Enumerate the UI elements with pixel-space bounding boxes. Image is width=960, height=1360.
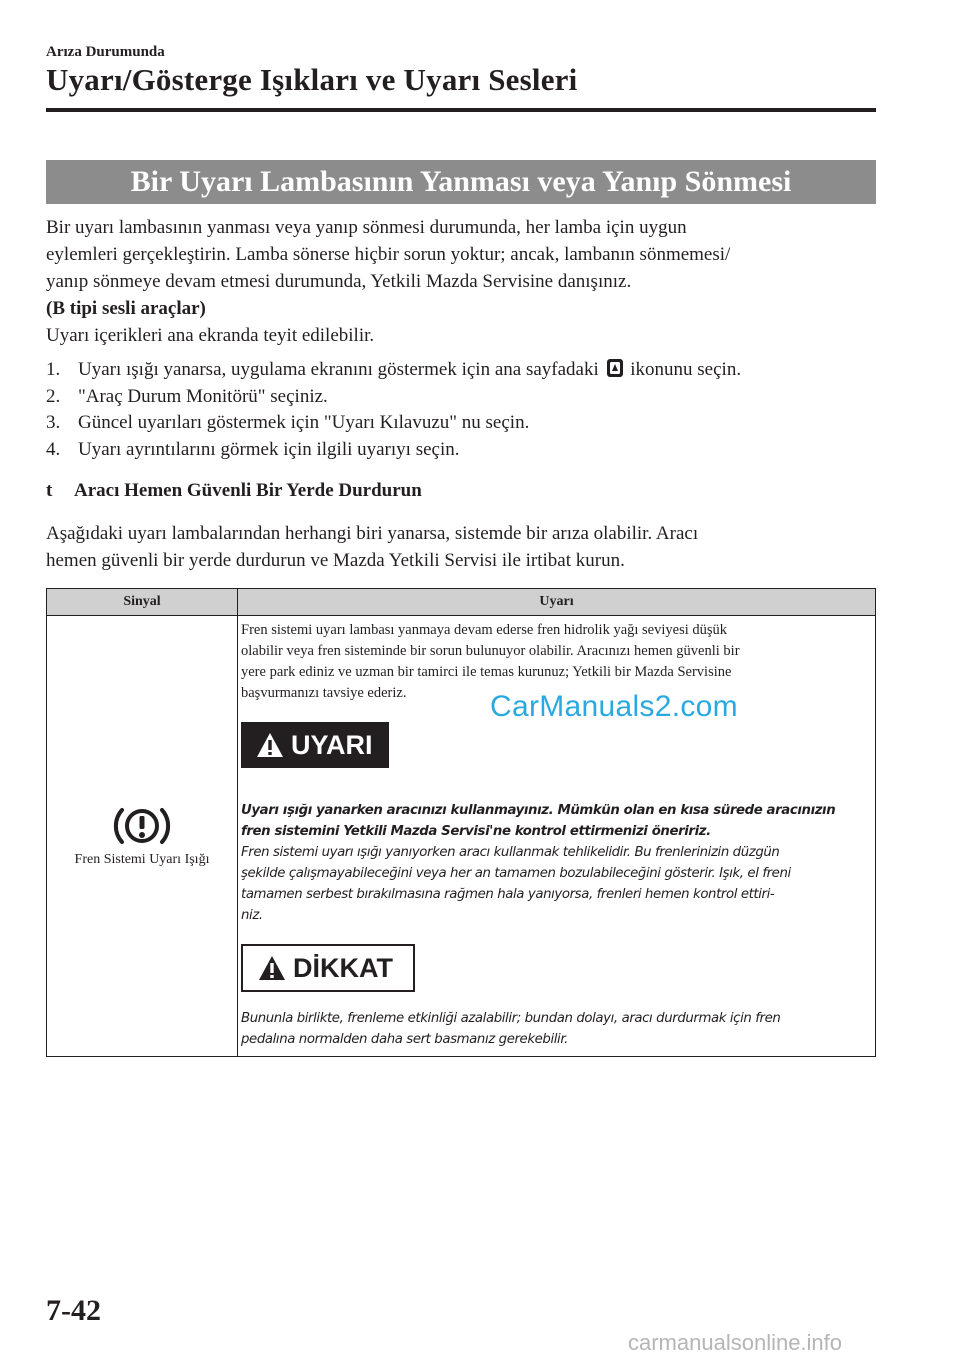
warning-line: şekilde çalışmayabileceğini veya her an tamamen bozulabileceğini gösterir. Işık, el freni [241,866,791,881]
step-number: 1. [46,359,61,380]
brake-warning-icon [113,804,171,848]
section-label: Arıza Durumunda [46,44,165,60]
step-item [46,384,876,411]
step-text: "Araç Durum Monitörü" seçiniz. [78,385,328,407]
caution-badge [241,944,415,992]
warning-badge-label: UYARI [291,729,373,760]
step-number: 3. [46,412,61,433]
description-line: başvurmanızı tavsiye ederiz. [241,685,407,701]
warning-line: Fren sistemi uyarı ışığı yanıyorken aracı kullanmak tehlikelidir. Bu frenlerinizin düzgün [241,845,780,860]
warning-light-table [46,588,876,1057]
subsection-text [46,520,876,574]
warning-line: niz. [241,908,263,923]
watermark: CarManuals2.com [490,690,738,723]
column-header-signal: Sinyal [47,589,238,616]
intro-text [46,214,876,349]
footer-watermark: carmanualsonline.info [628,1330,843,1355]
subsection-heading [46,480,422,502]
step-text-before: Uyarı ışığı yanarsa, uygulama ekranını göstermek için ana sayfadaki [78,359,599,380]
warning-badge [241,722,389,768]
table-row [47,616,876,1057]
section-banner: Bir Uyarı Lambasının Yanması veya Yanıp Sönmesi [46,160,876,204]
subsection-line: hemen güvenli bir yerde durdurun ve Mazda Yetkili Servisi ile irtibat kurun. [46,550,625,571]
step-item [46,357,876,384]
header-rule [46,108,876,112]
audio-type-note: (B tipi sesli araçlar) [46,298,206,319]
description-line: olabilir veya fren sisteminde bir sorun bulunuyor olabilir. Aracınızı hemen güvenli bir [241,643,740,659]
signal-caption: Fren Sistemi Uyarı Işığı [74,852,210,867]
step-text: Güncel uyarıları göstermek için "Uyarı Kılavuzu" nu seçin. [78,412,530,433]
subheading-text: Aracı Hemen Güvenli Bir Yerde Durdurun [74,480,422,501]
caution-line: pedalına normalden daha sert basmanız gerekebilir. [241,1032,568,1047]
warning-cell [238,616,876,1057]
step-text [78,357,741,384]
step-number: 2. [46,385,61,407]
vehicle-status-app-icon [606,358,624,378]
step-text: Uyarı ayrıntılarını görmek için ilgili uyarıyı seçin. [78,438,460,460]
column-header-warning: Uyarı [238,589,876,616]
intro-line: yanıp sönmeye devam etmesi durumunda, Yetkili Mazda Servisine danışınız. [46,271,632,292]
intro-line: Bir uyarı lambasının yanması veya yanıp sönmesi durumunda, her lamba için uygun [46,217,687,238]
caution-badge-label: DİKKAT [293,952,393,983]
signal-cell [47,616,238,1057]
step-number: 4. [46,438,61,460]
steps-list [46,357,876,463]
warning-bold-line: Uyarı ışığı yanarken aracınızı kullanmayınız. Mümkün olan en kısa sürede aracınızın [241,803,836,818]
subheading-bullet: t [46,480,53,501]
chapter-title: Uyarı/Gösterge Işıkları ve Uyarı Sesleri [46,62,578,97]
intro-line: eylemleri gerçekleştirin. Lamba sönerse hiçbir sorun yoktur; ancak, lambanın sönmemesi/ [46,244,731,265]
caution-triangle-icon [257,954,287,982]
caution-line: Bununla birlikte, frenleme etkinliği azalabilir; bundan dolayı, aracı durdurmak için fren [241,1011,781,1026]
caution-body [241,1008,871,1050]
warning-triangle-icon [255,731,285,759]
step-text-after: ikonunu seçin. [630,359,742,380]
warning-line: tamamen serbest bırakılmasına rağmen hala yanıyorsa, frenleri hemen kontrol ettiri- [241,887,775,902]
warning-body [241,800,871,926]
step-item [46,410,876,437]
subsection-line: Aşağıdaki uyarı lambalarından herhangi biri yanarsa, sistemde bir arıza olabilir. Aracı [46,523,699,544]
page-number: 7-42 [46,1294,101,1327]
warning-bold-line: fren sistemini Yetkili Mazda Servisi'ne kontrol ettirmenizi öneririz. [241,824,711,839]
description-line: yere park ediniz ve uzman bir tamirci ile temas kurunuz; Yetkili bir Mazda Servisine [241,664,732,680]
intro-line: Uyarı içerikleri ana ekranda teyit edilebilir. [46,325,375,346]
table-header-row [47,589,876,616]
step-item [46,437,876,464]
description-line: Fren sistemi uyarı lambası yanmaya devam ederse fren hidrolik yağı seviyesi düşük [241,622,728,638]
